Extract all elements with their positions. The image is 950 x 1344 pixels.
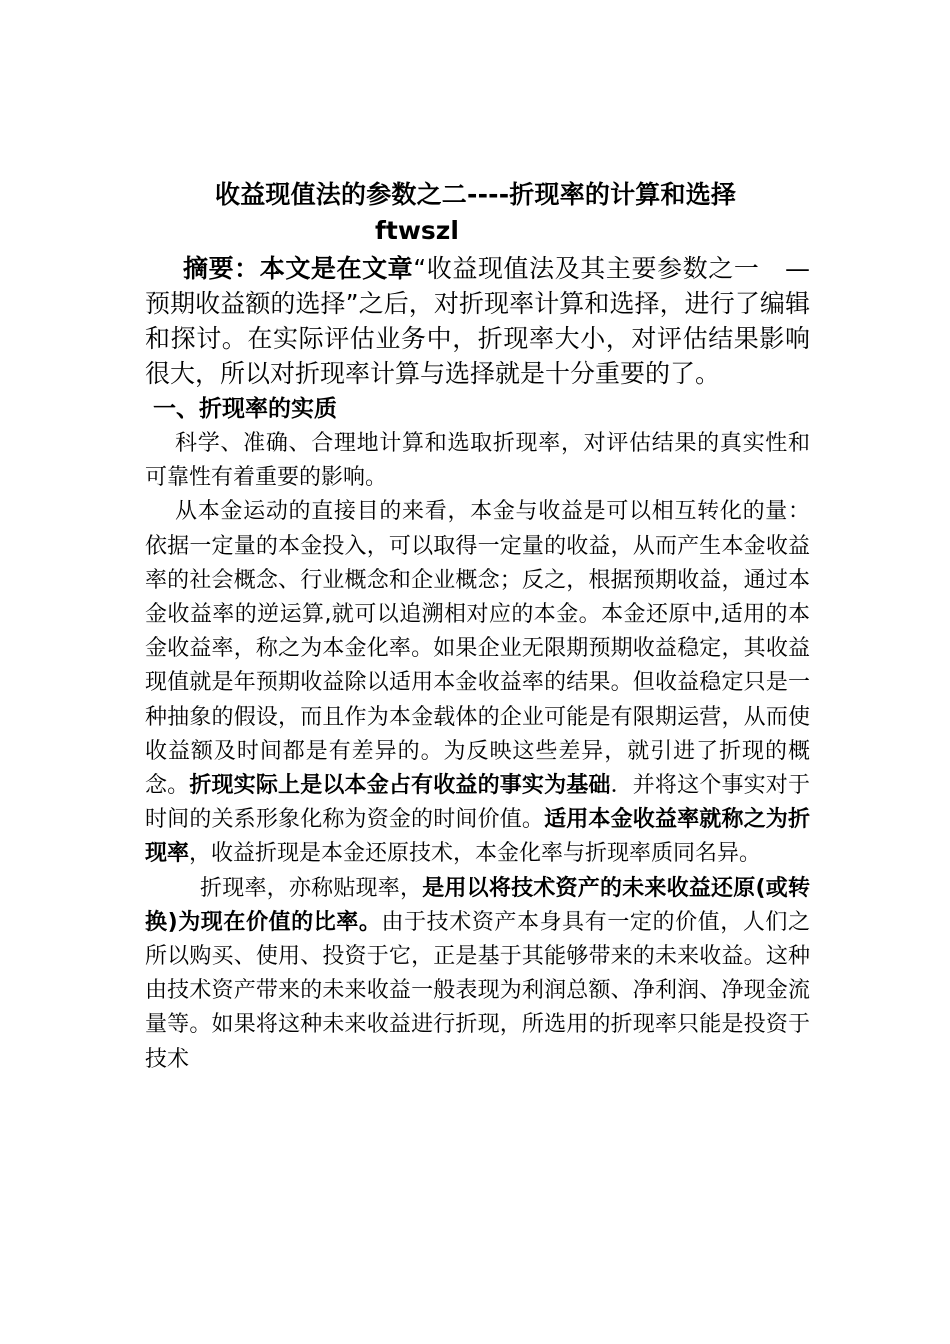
document-page bbox=[145, 176, 810, 1077]
body-paragraph-3 bbox=[145, 872, 810, 1077]
abstract-lead: 摘要：本文是在文章 bbox=[183, 254, 414, 283]
paragraph-text: ，收益折现是本金还原技术，本金化率与折现率质同名异。 bbox=[189, 841, 762, 867]
bold-phrase: 适用本金收益率就称之为折现率 bbox=[145, 807, 810, 867]
bold-phrase: 是用以将技术资产的未来收益还原(或转换)为现在价值的比率。 bbox=[145, 875, 810, 935]
abstract-body: “收益现值法及其主要参数之一 —预期收益额的选择”之后，对折现率计算和选择，进行了编辑和探讨。在实际评估业务中，折现率大小，对评估结果影响很大，所以对折现率计算与选择就是十分重要的了。 bbox=[145, 254, 810, 388]
author-name: ftwszl bbox=[375, 216, 459, 245]
section-heading: 一、折现率的实质 bbox=[153, 396, 337, 422]
abstract-paragraph bbox=[145, 251, 810, 391]
paragraph-text: 折现率，亦称贴现率， bbox=[200, 875, 423, 901]
body-paragraph-1: 科学、准确、合理地计算和选取折现率，对评估结果的真实性和可靠性有着重要的影响。 bbox=[145, 431, 810, 491]
body-paragraph-2 bbox=[145, 495, 810, 871]
paragraph-text: ．并将这个事实对于时间的关系形象化称为资金的时间价值。 bbox=[145, 773, 810, 833]
bold-phrase: 折现实际上是以本金占有收益的事实为基础 bbox=[189, 773, 611, 799]
paragraph-text: 从本金运动的直接目的来看，本金与收益是可以相互转化的量：依据一定量的本金投入，可以取得一定量的收益，从而产生本金收益率的社会概念、行业概念和企业概念；反之，根据预期收益，通过本金收益率的逆运算,就可以追溯相对应的本金。本金还原中,适用的本金收益率，称之为本金化率。如果企业无限期预期收益稳定，其收益现值就是年预期收益除以适用本金收益率的结果。但收益稳定只是一种抽象的假设，而且作为本金载体的企业可能是有限期运营，从而使收益额及时间都是有差异的。为反映这些差异，就引进了折现的概念。 bbox=[145, 499, 810, 799]
document-title: 收益现值法的参数之二----折现率的计算和选择 bbox=[215, 180, 737, 209]
paragraph-text: 由于技术资产本身具有一定的价值，人们之所以购买、使用、投资于它，正是基于其能够带来的未来收益。这种由技术资产带来的未来收益一般表现为利润总额、净利润、净现金流量等。如果将这种未来收益进行折现，所选用的折现率只能是投资于技术 bbox=[145, 909, 810, 1072]
